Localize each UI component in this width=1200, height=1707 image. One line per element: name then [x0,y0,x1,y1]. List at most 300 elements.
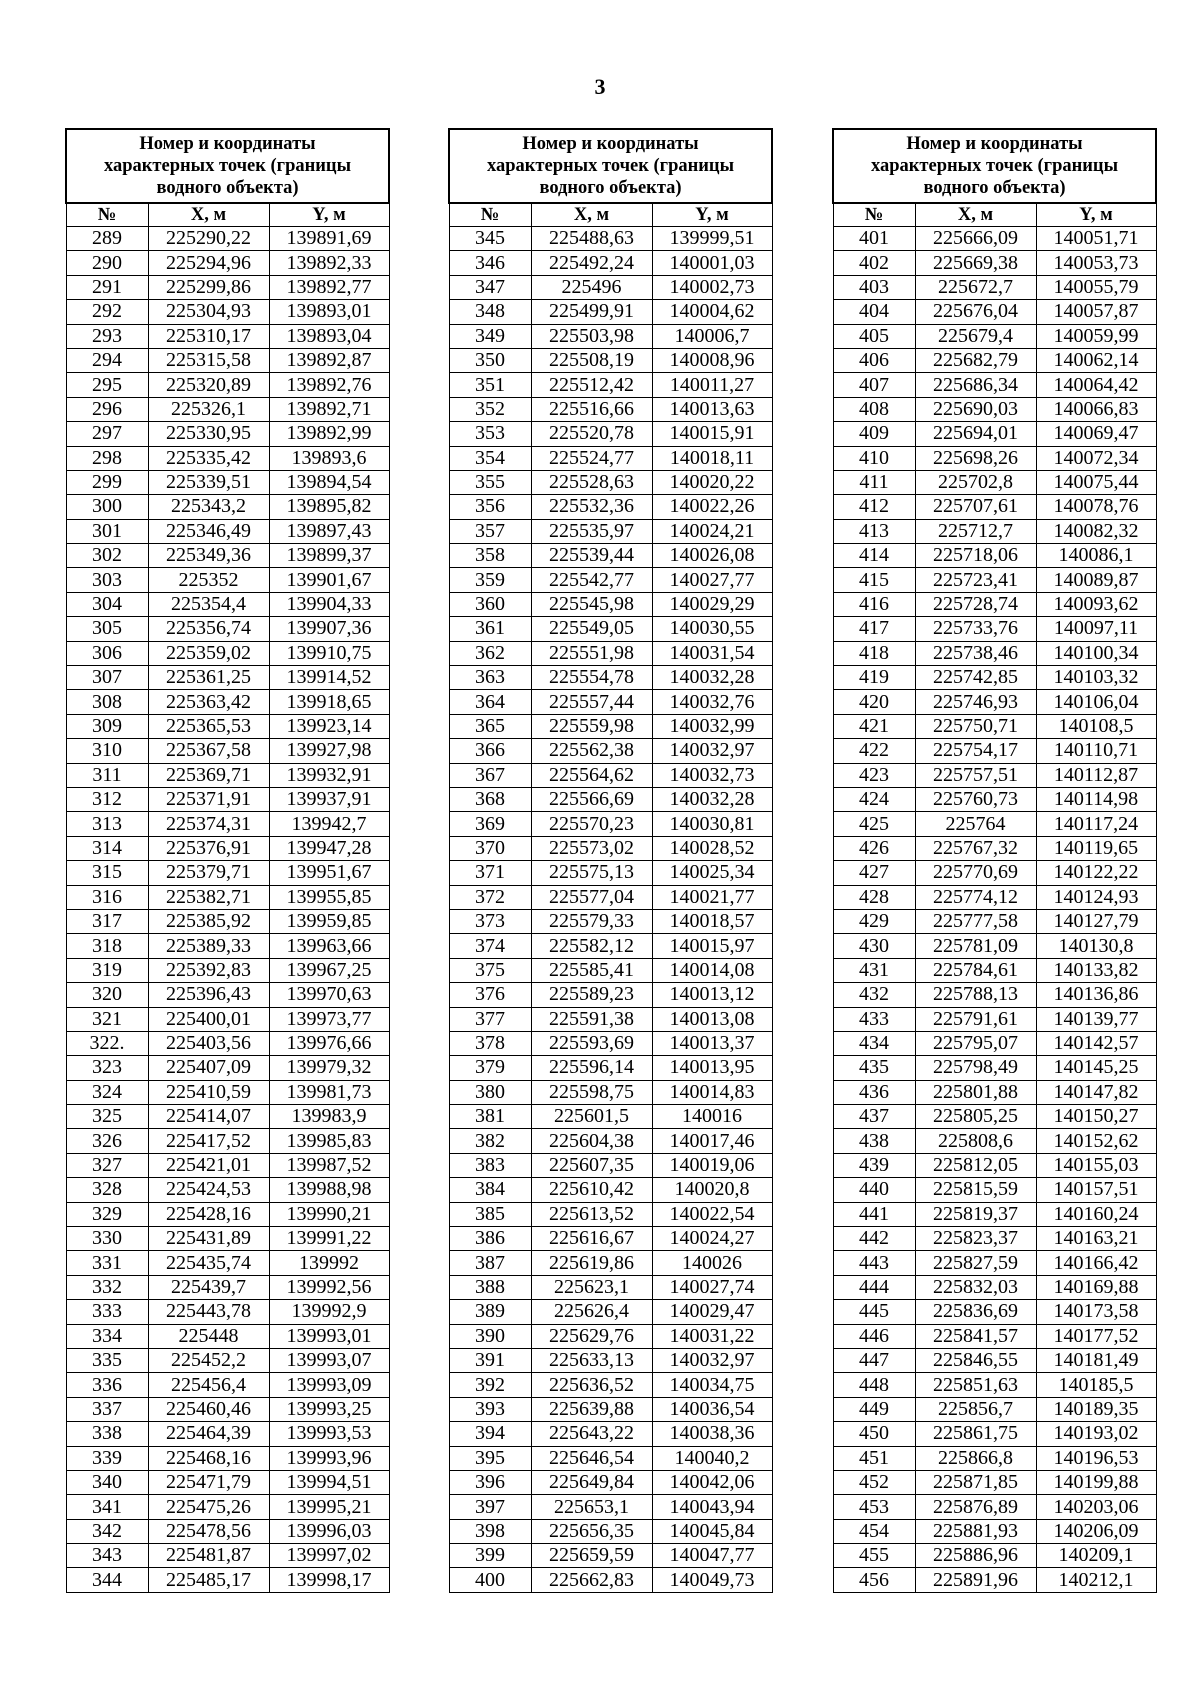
point-number: 332 [66,1275,148,1299]
x-coordinate: 225846,55 [915,1348,1036,1372]
point-number: 456 [833,1568,915,1592]
y-coordinate: 140110,71 [1036,739,1156,763]
point-number: 316 [66,885,148,909]
table-row [449,1300,772,1324]
table-row [66,787,389,811]
y-coordinate: 140124,93 [1036,885,1156,909]
y-coordinate: 139993,53 [269,1422,389,1446]
y-coordinate: 139927,98 [269,739,389,763]
table-row [833,836,1156,860]
table-row [833,1153,1156,1177]
x-coordinate: 225310,17 [148,324,269,348]
point-number: 455 [833,1544,915,1568]
table-row [66,348,389,372]
column-header-x: X, м [148,203,269,227]
point-number: 407 [833,373,915,397]
table-row [66,812,389,836]
table-row [449,1129,772,1153]
y-coordinate: 139993,01 [269,1324,389,1348]
table-row [66,958,389,982]
x-coordinate: 225352 [148,568,269,592]
y-coordinate: 139967,25 [269,958,389,982]
column-header-number: № [833,203,915,227]
point-number: 452 [833,1470,915,1494]
table-row [66,519,389,543]
point-number: 309 [66,714,148,738]
x-coordinate: 225294,96 [148,251,269,275]
x-coordinate: 225851,63 [915,1373,1036,1397]
y-coordinate: 140051,71 [1036,227,1156,251]
y-coordinate: 140160,24 [1036,1202,1156,1226]
y-coordinate: 140196,53 [1036,1446,1156,1470]
x-coordinate: 225682,79 [915,348,1036,372]
point-number: 350 [449,348,531,372]
x-coordinate: 225573,02 [531,836,652,860]
y-coordinate: 140209,1 [1036,1544,1156,1568]
table-row [449,836,772,860]
y-coordinate: 139942,7 [269,812,389,836]
table-row [66,934,389,958]
x-coordinate: 225367,58 [148,739,269,763]
point-number: 377 [449,1007,531,1031]
point-number: 325 [66,1105,148,1129]
y-coordinate: 140203,06 [1036,1495,1156,1519]
point-number: 403 [833,275,915,299]
y-coordinate: 140022,26 [652,495,772,519]
point-number: 299 [66,470,148,494]
table-row [66,1422,389,1446]
y-coordinate: 139937,91 [269,787,389,811]
x-coordinate: 225604,38 [531,1129,652,1153]
table-row [66,446,389,470]
point-number: 318 [66,934,148,958]
y-coordinate: 139893,6 [269,446,389,470]
table-row [66,641,389,665]
x-coordinate: 225363,42 [148,690,269,714]
y-coordinate: 139983,9 [269,1105,389,1129]
x-coordinate: 225784,61 [915,958,1036,982]
y-coordinate: 140014,83 [652,1080,772,1104]
x-coordinate: 225686,34 [915,373,1036,397]
y-coordinate: 140031,54 [652,641,772,665]
point-number: 438 [833,1129,915,1153]
x-coordinate: 225579,33 [531,909,652,933]
y-coordinate: 139892,87 [269,348,389,372]
table-row [449,861,772,885]
table-row [833,934,1156,958]
table-row [449,373,772,397]
x-coordinate: 225601,5 [531,1105,652,1129]
x-coordinate: 225428,16 [148,1202,269,1226]
table-row [66,1251,389,1275]
y-coordinate: 139992 [269,1251,389,1275]
x-coordinate: 225539,44 [531,544,652,568]
x-coordinate: 225528,63 [531,470,652,494]
x-coordinate: 225392,83 [148,958,269,982]
point-number: 321 [66,1007,148,1031]
table-row [449,812,772,836]
x-coordinate: 225564,62 [531,763,652,787]
point-number: 406 [833,348,915,372]
y-coordinate: 139947,28 [269,836,389,860]
point-number: 393 [449,1397,531,1421]
x-coordinate: 225559,98 [531,714,652,738]
x-coordinate: 225503,98 [531,324,652,348]
table-row [449,1446,772,1470]
point-number: 375 [449,958,531,982]
table-row [833,1105,1156,1129]
table-row [449,275,772,299]
table-row [833,641,1156,665]
table-row [449,1007,772,1031]
table-row [449,787,772,811]
point-number: 301 [66,519,148,543]
y-coordinate: 140030,55 [652,617,772,641]
x-coordinate: 225481,87 [148,1544,269,1568]
x-coordinate: 225361,25 [148,666,269,690]
point-number: 319 [66,958,148,982]
y-coordinate: 140193,02 [1036,1422,1156,1446]
point-number: 343 [66,1544,148,1568]
x-coordinate: 225659,59 [531,1544,652,1568]
x-coordinate: 225365,53 [148,714,269,738]
point-number: 322. [66,1031,148,1055]
table-row [66,1105,389,1129]
column-header-y: Y, м [652,203,772,227]
x-coordinate: 225707,61 [915,495,1036,519]
x-coordinate: 225566,69 [531,787,652,811]
x-coordinate: 225400,01 [148,1007,269,1031]
table-row [66,983,389,1007]
y-coordinate: 140147,82 [1036,1080,1156,1104]
table-row [66,909,389,933]
x-coordinate: 225396,43 [148,983,269,1007]
table-row [66,1495,389,1519]
point-number: 386 [449,1227,531,1251]
table-row [833,1129,1156,1153]
point-number: 392 [449,1373,531,1397]
table-row [66,1373,389,1397]
table-row [66,1568,389,1592]
point-number: 314 [66,836,148,860]
table-row [449,1324,772,1348]
point-number: 440 [833,1178,915,1202]
x-coordinate: 225452,2 [148,1348,269,1372]
y-coordinate: 139914,52 [269,666,389,690]
x-coordinate: 225738,46 [915,641,1036,665]
point-number: 380 [449,1080,531,1104]
x-coordinate: 225702,8 [915,470,1036,494]
x-coordinate: 225554,78 [531,666,652,690]
point-number: 442 [833,1227,915,1251]
point-number: 410 [833,446,915,470]
point-number: 399 [449,1544,531,1568]
table-row [449,1227,772,1251]
point-number: 429 [833,909,915,933]
point-number: 425 [833,812,915,836]
x-coordinate: 225815,59 [915,1178,1036,1202]
point-number: 363 [449,666,531,690]
y-coordinate: 140097,11 [1036,617,1156,641]
x-coordinate: 225471,79 [148,1470,269,1494]
table-row [449,1373,772,1397]
point-number: 311 [66,763,148,787]
y-coordinate: 140069,47 [1036,422,1156,446]
table-row [66,690,389,714]
y-coordinate: 139988,98 [269,1178,389,1202]
table-row [66,1544,389,1568]
y-coordinate: 140066,83 [1036,397,1156,421]
x-coordinate: 225410,59 [148,1080,269,1104]
x-coordinate: 225376,91 [148,836,269,860]
y-coordinate: 139999,51 [652,227,772,251]
table-row [449,934,772,958]
y-coordinate: 140001,03 [652,251,772,275]
x-coordinate: 225613,52 [531,1202,652,1226]
y-coordinate: 139899,37 [269,544,389,568]
y-coordinate: 139979,32 [269,1056,389,1080]
table-row [449,1031,772,1055]
x-coordinate: 225871,85 [915,1470,1036,1494]
x-coordinate: 225478,56 [148,1519,269,1543]
point-number: 369 [449,812,531,836]
table-row [449,470,772,494]
x-coordinate: 225431,89 [148,1227,269,1251]
table-row [833,373,1156,397]
table-row [449,885,772,909]
point-number: 381 [449,1105,531,1129]
y-coordinate: 139994,51 [269,1470,389,1494]
y-coordinate: 140169,88 [1036,1275,1156,1299]
x-coordinate: 225653,1 [531,1495,652,1519]
y-coordinate: 140082,32 [1036,519,1156,543]
x-coordinate: 225570,23 [531,812,652,836]
y-coordinate: 139910,75 [269,641,389,665]
x-coordinate: 225443,78 [148,1300,269,1324]
y-coordinate: 140014,08 [652,958,772,982]
table-row [833,568,1156,592]
x-coordinate: 225742,85 [915,666,1036,690]
table-row [833,227,1156,251]
x-coordinate: 225464,39 [148,1422,269,1446]
table-row [449,1519,772,1543]
point-number: 449 [833,1397,915,1421]
y-coordinate: 140055,79 [1036,275,1156,299]
y-coordinate: 140127,79 [1036,909,1156,933]
table-row [66,1519,389,1543]
y-coordinate: 140013,63 [652,397,772,421]
x-coordinate: 225723,41 [915,568,1036,592]
table-row [833,1031,1156,1055]
y-coordinate: 140004,62 [652,300,772,324]
x-coordinate: 225694,01 [915,422,1036,446]
y-coordinate: 140075,44 [1036,470,1156,494]
table-row [66,227,389,251]
point-number: 338 [66,1422,148,1446]
column-header-y: Y, м [1036,203,1156,227]
table-row [833,1446,1156,1470]
x-coordinate: 225669,38 [915,251,1036,275]
x-coordinate: 225492,24 [531,251,652,275]
point-number: 303 [66,568,148,592]
table-row [66,324,389,348]
x-coordinate: 225662,83 [531,1568,652,1592]
y-coordinate: 140062,14 [1036,348,1156,372]
y-coordinate: 139955,85 [269,885,389,909]
table-row [833,519,1156,543]
table-row [833,1495,1156,1519]
table-row [833,1007,1156,1031]
x-coordinate: 225532,36 [531,495,652,519]
page-number: 3 [594,74,606,99]
x-coordinate: 225827,59 [915,1251,1036,1275]
y-coordinate: 140020,22 [652,470,772,494]
y-coordinate: 140212,1 [1036,1568,1156,1592]
x-coordinate: 225805,25 [915,1105,1036,1129]
x-coordinate: 225698,26 [915,446,1036,470]
point-number: 415 [833,568,915,592]
table-row [833,909,1156,933]
y-coordinate: 140024,21 [652,519,772,543]
table-row [449,422,772,446]
point-number: 454 [833,1519,915,1543]
y-coordinate: 139918,65 [269,690,389,714]
x-coordinate: 225633,13 [531,1348,652,1372]
point-number: 421 [833,714,915,738]
x-coordinate: 225468,16 [148,1446,269,1470]
x-coordinate: 225516,66 [531,397,652,421]
x-coordinate: 225886,96 [915,1544,1036,1568]
y-coordinate: 140053,73 [1036,251,1156,275]
table-row [66,568,389,592]
table-row [66,1202,389,1226]
x-coordinate: 225808,6 [915,1129,1036,1153]
y-coordinate: 140013,37 [652,1031,772,1055]
point-number: 320 [66,983,148,1007]
y-coordinate: 139973,77 [269,1007,389,1031]
table-row [66,1153,389,1177]
point-number: 427 [833,861,915,885]
x-coordinate: 225672,7 [915,275,1036,299]
table-row [66,544,389,568]
table-row [833,422,1156,446]
x-coordinate: 225551,98 [531,641,652,665]
table-row [449,251,772,275]
point-number: 450 [833,1422,915,1446]
point-number: 353 [449,422,531,446]
point-number: 376 [449,983,531,1007]
y-coordinate: 140177,52 [1036,1324,1156,1348]
point-number: 434 [833,1031,915,1055]
y-coordinate: 139970,63 [269,983,389,1007]
point-number: 358 [449,544,531,568]
point-number: 388 [449,1275,531,1299]
x-coordinate: 225488,63 [531,227,652,251]
table-row [833,1324,1156,1348]
y-coordinate: 140122,22 [1036,861,1156,885]
column-header-number: № [66,203,148,227]
table-row [449,568,772,592]
point-number: 300 [66,495,148,519]
table-row [66,470,389,494]
x-coordinate: 225371,91 [148,787,269,811]
y-coordinate: 140130,8 [1036,934,1156,958]
table-row [833,1348,1156,1372]
y-coordinate: 139991,22 [269,1227,389,1251]
y-coordinate: 140189,35 [1036,1397,1156,1421]
x-coordinate: 225512,42 [531,373,652,397]
table-row [449,1153,772,1177]
point-number: 324 [66,1080,148,1104]
point-number: 355 [449,470,531,494]
table-row [449,983,772,1007]
table-row [449,1080,772,1104]
x-coordinate: 225354,4 [148,592,269,616]
x-coordinate: 225757,51 [915,763,1036,787]
table-row [66,422,389,446]
y-coordinate: 140016 [652,1105,772,1129]
x-coordinate: 225589,23 [531,983,652,1007]
point-number: 432 [833,983,915,1007]
x-coordinate: 225690,03 [915,397,1036,421]
y-coordinate: 139987,52 [269,1153,389,1177]
y-coordinate: 140026 [652,1251,772,1275]
y-coordinate: 140031,22 [652,1324,772,1348]
point-number: 298 [66,446,148,470]
column-header-x: X, м [915,203,1036,227]
table-row [833,763,1156,787]
x-coordinate: 225712,7 [915,519,1036,543]
y-coordinate: 139893,04 [269,324,389,348]
table-row [66,836,389,860]
point-number: 315 [66,861,148,885]
table-row [833,690,1156,714]
table-row [449,1251,772,1275]
x-coordinate: 225856,7 [915,1397,1036,1421]
point-number: 289 [66,227,148,251]
x-coordinate: 225607,35 [531,1153,652,1177]
y-coordinate: 139904,33 [269,592,389,616]
point-number: 447 [833,1348,915,1372]
y-coordinate: 140027,77 [652,568,772,592]
table-row [833,275,1156,299]
y-coordinate: 140045,84 [652,1519,772,1543]
column-header-y: Y, м [269,203,389,227]
point-number: 327 [66,1153,148,1177]
y-coordinate: 140155,03 [1036,1153,1156,1177]
x-coordinate: 225636,52 [531,1373,652,1397]
x-coordinate: 225290,22 [148,227,269,251]
table-row [66,861,389,885]
table-row [833,470,1156,494]
point-number: 412 [833,495,915,519]
x-coordinate: 225585,41 [531,958,652,982]
table-row [833,1202,1156,1226]
y-coordinate: 140013,08 [652,1007,772,1031]
y-coordinate: 140019,06 [652,1153,772,1177]
table-row [449,519,772,543]
x-coordinate: 225382,71 [148,885,269,909]
point-number: 313 [66,812,148,836]
y-coordinate: 140139,77 [1036,1007,1156,1031]
table-row [449,1544,772,1568]
x-coordinate: 225508,19 [531,348,652,372]
point-number: 433 [833,1007,915,1031]
y-coordinate: 140026,08 [652,544,772,568]
y-coordinate: 140020,8 [652,1178,772,1202]
y-coordinate: 140163,21 [1036,1227,1156,1251]
x-coordinate: 225728,74 [915,592,1036,616]
